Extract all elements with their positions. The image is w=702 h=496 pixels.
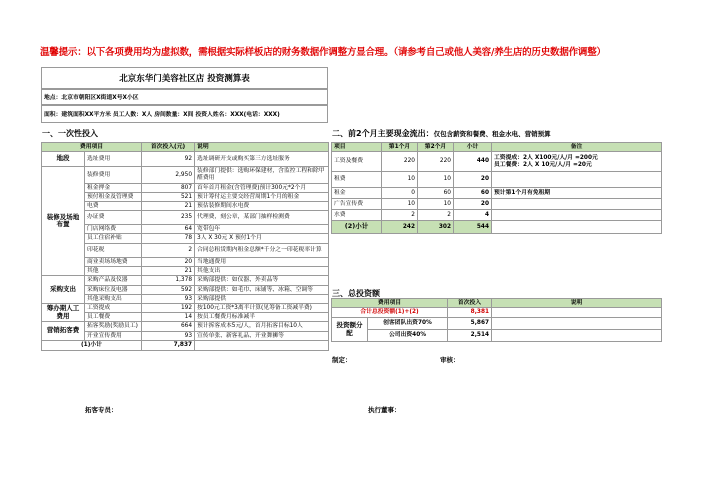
s3-header-item: 费用项目	[332, 299, 448, 308]
s1-note: 代理费，刻公章，某部门抽样检测费	[195, 211, 329, 225]
s1-row	[42, 225, 329, 234]
s2-item: 水费	[332, 210, 382, 221]
s1-row	[42, 211, 329, 225]
s2-row	[332, 152, 662, 172]
s1-item: 商业卖场场地费	[85, 258, 142, 267]
s2-m1: 10	[382, 172, 418, 188]
s1-amount: 592	[142, 286, 195, 295]
s2-subtotal-note	[492, 221, 662, 234]
section2-title-text: 二、前2个月主要现金流出：	[332, 129, 434, 138]
s1-note: 预计拆客成本5元/人，首月拓客目标10人	[195, 322, 329, 332]
s1-amount: 78	[142, 234, 195, 244]
sig-maker: 制定：	[332, 356, 352, 364]
s3-header-note: 说明	[492, 299, 662, 308]
s1-note: 装修部门提供：选购环保建材，含监控工程和除甲醛费用	[195, 167, 329, 184]
s2-item: 租费	[332, 172, 382, 188]
s3-row-item: 公司出资40%	[368, 330, 448, 342]
s2-subtotal-m2: 302	[418, 221, 454, 234]
s1-header-item: 费用项目	[42, 143, 142, 152]
s1-group-label: 装修及场地布置	[42, 167, 85, 276]
s1-row	[42, 258, 329, 267]
s1-group-label: 营销拓客费	[42, 322, 85, 341]
sheet-title: 北京东华门美容社区店 投资测算表	[41, 67, 328, 89]
s1-subtotal-label: (1)小计	[42, 341, 142, 351]
s1-group-label: 地段	[42, 152, 85, 167]
s2-row	[332, 210, 662, 221]
sig-tuoke: 拓客专员：	[85, 406, 118, 414]
s1-note: 宽带包年	[195, 225, 329, 234]
s3-group: 投资额分配	[332, 318, 368, 342]
s1-amount: 20	[142, 258, 195, 267]
s1-amount: 2,950	[142, 167, 195, 184]
s1-amount: 2	[142, 244, 195, 258]
s1-item: 门店网络费	[85, 225, 142, 234]
s1-note: 合同总租赁期内租金总额*千分之一印花税率计算	[195, 244, 329, 258]
s2-header: 第1个月	[382, 143, 418, 152]
s2-note	[492, 210, 662, 221]
s1-row	[42, 234, 329, 244]
s2-header: 小计	[454, 143, 492, 152]
s1-row	[42, 167, 329, 184]
sig-executive: 执行董事：	[368, 406, 401, 414]
s1-note: 采购部提供：如仪器、外卖品等	[195, 276, 329, 286]
s1-note: 宣传单张、新客礼品、开业舞狮等	[195, 332, 329, 341]
s1-item: 其他采购支出	[85, 295, 142, 304]
section2-table	[331, 142, 662, 234]
info-row: 面积：建筑面积XX平方米 员工人数：X人 房间数量：X间 投资人姓名：XXX(电话：XXX)	[41, 105, 328, 123]
s1-amount: 21	[142, 267, 195, 276]
s1-note: 预估装修期间水电费	[195, 202, 329, 211]
s1-amount: 235	[142, 211, 195, 225]
s1-row	[42, 276, 329, 286]
s2-sum: 20	[454, 172, 492, 188]
s2-header: 第2个月	[418, 143, 454, 152]
s1-item: 员工餐费	[85, 313, 142, 322]
s1-amount: 21	[142, 202, 195, 211]
s1-note: 按员工餐费月标准减半	[195, 313, 329, 322]
s1-amount: 93	[142, 295, 195, 304]
s2-row	[332, 188, 662, 199]
s2-m2: 60	[418, 188, 454, 199]
s2-m1: 220	[382, 152, 418, 172]
s1-item: 采购床位及电器	[85, 286, 142, 295]
s1-note: 采购部提供：如毛巾、床铺等、冰箱、空调等	[195, 286, 329, 295]
s2-note: 工资提成：2人 X100元/人/月 =200元 员工餐费：2人 X 10元/人/月 =20元	[492, 152, 662, 172]
s1-row	[42, 322, 329, 332]
s3-total-value: 8,381	[448, 308, 492, 318]
s1-note: 当地通费用	[195, 258, 329, 267]
s1-header-note: 说明	[195, 143, 329, 152]
s3-row-amount: 2,514	[448, 330, 492, 342]
s2-m2: 2	[418, 210, 454, 221]
s1-note: 选址调研开支或购买第三方选址服务	[195, 152, 329, 167]
s2-m1: 2	[382, 210, 418, 221]
s1-note: 采购部提供	[195, 295, 329, 304]
s2-m2: 10	[418, 199, 454, 210]
s2-m2: 10	[418, 172, 454, 188]
s2-note	[492, 172, 662, 188]
s2-subtotal-label: (2)小计	[332, 221, 382, 234]
s1-amount: 521	[142, 193, 195, 202]
s2-sum: 20	[454, 199, 492, 210]
s1-row	[42, 295, 329, 304]
s2-sum: 60	[454, 188, 492, 199]
s1-amount: 664	[142, 322, 195, 332]
s1-amount: 1,378	[142, 276, 195, 286]
s1-note: 3人 X 30元 X 预付1个月	[195, 234, 329, 244]
section2-title	[332, 128, 551, 139]
s1-group-label: 筹办期人工费用	[42, 304, 85, 322]
s3-row-note	[492, 318, 662, 330]
s1-amount: 92	[142, 152, 195, 167]
s1-subtotal-value: 7,837	[142, 341, 195, 351]
s3-row-amount: 5,867	[448, 318, 492, 330]
s1-subtotal-note	[195, 341, 329, 351]
section1-table	[41, 142, 329, 351]
s2-header: 项目	[332, 143, 382, 152]
s1-row	[42, 267, 329, 276]
s2-m1: 10	[382, 199, 418, 210]
s1-row	[42, 332, 329, 341]
s1-item: 员工住宿补贴	[85, 234, 142, 244]
s1-item: 工资提成	[85, 304, 142, 313]
s3-header-amount: 首次投入	[448, 299, 492, 308]
s1-amount: 64	[142, 225, 195, 234]
s1-row	[42, 202, 329, 211]
s2-subtotal-value: 544	[454, 221, 492, 234]
s2-note: 预计第1个月有免租期	[492, 188, 662, 199]
s1-row	[42, 313, 329, 322]
s1-item: 选址费用	[85, 152, 142, 167]
s1-amount: 14	[142, 313, 195, 322]
s2-m2: 220	[418, 152, 454, 172]
s3-total-note	[492, 308, 662, 318]
s1-note: 其他支出	[195, 267, 329, 276]
s1-row	[42, 304, 329, 313]
s3-row-item: 创客团队出资70%	[368, 318, 448, 330]
s1-item: 办证费	[85, 211, 142, 225]
s1-amount: 93	[142, 332, 195, 341]
section1-title: 一、一次性投入	[42, 129, 98, 138]
s1-item: 拓客奖励(奖励员工)	[85, 322, 142, 332]
s1-row	[42, 286, 329, 295]
s2-item: 工资及餐费	[332, 152, 382, 172]
warning-banner: 温馨提示：以下各项费用均为虚拟数，需根据实际样板店的财务数据作调整方显合理。（请参考自己或他人美容/养生店的历史数据作调整）	[40, 47, 606, 58]
s1-item: 开业宣传费用	[85, 332, 142, 341]
s2-sum: 4	[454, 210, 492, 221]
s1-amount: 807	[142, 184, 195, 193]
s1-item: 装修费用	[85, 167, 142, 184]
s1-note: 预计筹付运主要交经营周期1个月的租金	[195, 193, 329, 202]
s2-item: 租金	[332, 188, 382, 199]
s2-m1: 0	[382, 188, 418, 199]
s1-item: 采购产品及仪器	[85, 276, 142, 286]
s1-row	[42, 184, 329, 193]
s2-header: 备注	[492, 143, 662, 152]
s2-note	[492, 199, 662, 210]
section3-table	[331, 298, 662, 342]
section2-subtitle: 仅包含薪资和餐费、租金水电、营销预算	[433, 130, 551, 138]
section3-title: 三、总投资额	[332, 289, 380, 298]
s1-row	[42, 193, 329, 202]
s1-group-label: 采购支出	[42, 276, 85, 304]
s2-subtotal-m1: 242	[382, 221, 418, 234]
s1-header-amount: 首次投入(元)	[142, 143, 195, 152]
s1-item: 印花税	[85, 244, 142, 258]
address-row: 地点：北京市朝阳区X街道X号X小区	[41, 89, 328, 105]
s2-row	[332, 172, 662, 188]
s1-row	[42, 152, 329, 167]
s2-item: 广告宣传费	[332, 199, 382, 210]
s3-total-label: 合计总投资额(1)+(2)	[332, 308, 448, 318]
s1-amount: 192	[142, 304, 195, 313]
s1-note: 按100元工资*3离半计算(见筹备工资减半费)	[195, 304, 329, 313]
sig-reviewer: 审核：	[440, 356, 460, 364]
s1-note: 首年首月租金(含管理费)预计300元*2个月	[195, 184, 329, 193]
s2-sum: 440	[454, 152, 492, 172]
s1-item: 预付租金及管理费	[85, 193, 142, 202]
s3-row-note	[492, 330, 662, 342]
s2-row	[332, 199, 662, 210]
s1-item: 电费	[85, 202, 142, 211]
s1-item: 其他	[85, 267, 142, 276]
s1-row	[42, 244, 329, 258]
s1-item: 租金押金	[85, 184, 142, 193]
